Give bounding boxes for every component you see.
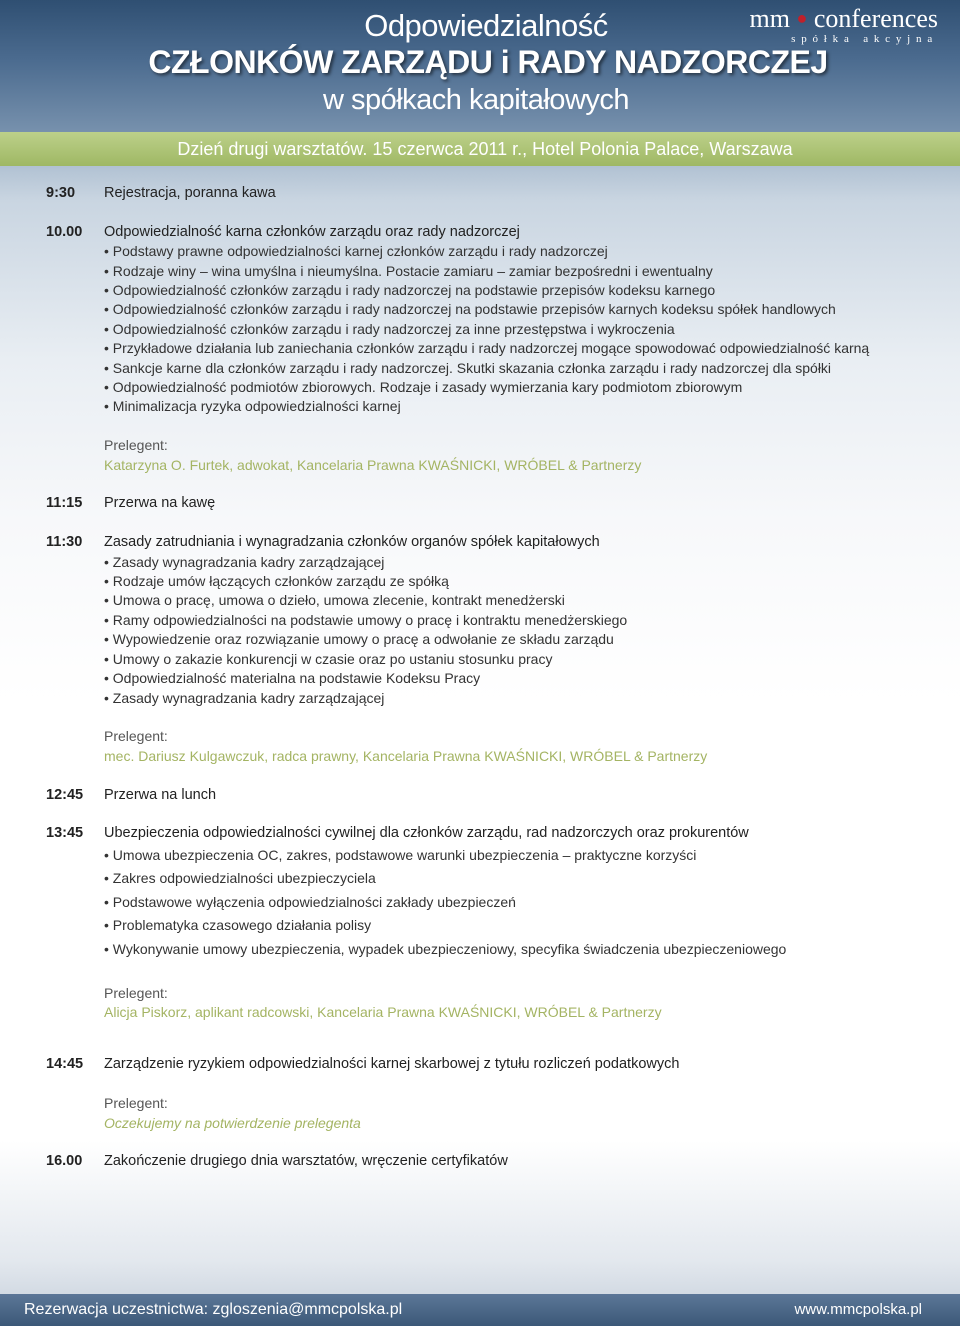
reservation-email-link[interactable]: Rezerwacja uczestnictwa: zgloszenia@mmcpolska.pl — [24, 1301, 403, 1318]
slot-time: 11:15 — [46, 495, 83, 512]
title-line-2: CZŁONKÓW ZARZĄDU i RADY NADZORCZEJ — [148, 44, 828, 80]
slot-bullet: • Umowy o zakazie konkurencji w czasie oraz po ustaniu stosunku pracy — [104, 650, 960, 669]
slot-bullet: • Odpowiedzialność członków zarządu i rady nadzorczej na podstawie przepisów karnych kodeksu spółek handlowych — [104, 300, 960, 319]
slot-content — [104, 533, 960, 766]
slot-bullet: • Podstawy prawne odpowiedzialności karnej członków zarządu i rady nadzorczej — [104, 242, 960, 261]
agenda-slot — [0, 223, 960, 475]
agenda-slot — [0, 184, 960, 203]
slot-bullet: • Odpowiedzialność członków zarządu i rady nadzorczej na podstawie przepisów kodeksu karnego — [104, 281, 960, 300]
slot-content — [104, 1152, 960, 1171]
slot-bullet: • Ramy odpowiedzialności na podstawie umowy o pracę i kontraktu menedżerskiego — [104, 611, 960, 630]
slot-title: Przerwa na lunch — [104, 786, 217, 803]
presenter-name: Katarzyna O. Furtek, adwokat, Kancelaria Prawna KWAŚNICKI, WRÓBEL & Partnerzy — [104, 456, 642, 473]
presenter-label: Prelegent: — [104, 437, 168, 454]
slot-bullet: • Sankcje karne dla członków zarządu i rady nadzorczej. Skutki skazania członka zarządu i rady nadzorczej dla spółki — [104, 359, 960, 378]
header — [0, 0, 960, 132]
slot-content — [104, 494, 960, 513]
agenda-slot — [0, 533, 960, 766]
slot-time: 13:45 — [46, 825, 84, 842]
slot-bullet: • Minimalizacja ryzyka odpowiedzialności karnej — [104, 397, 960, 416]
slot-time: 11:30 — [46, 534, 83, 551]
slot-time: 9:30 — [46, 185, 76, 201]
slot-bullet: • Odpowiedzialność członków zarządu i rady nadzorczej za inne przestępstwa i wykroczenia — [104, 320, 960, 339]
slot-bullet: • Umowa o pracę, umowa o dzieło, umowa zlecenie, kontrakt menedżerski — [104, 591, 960, 610]
slot-content — [104, 786, 960, 805]
brand-subtitle: spółka akcyjna — [791, 33, 938, 45]
agenda-slot — [0, 494, 960, 513]
agenda-slot — [0, 824, 960, 1022]
slot-bullet: • Podstawowe wyłączenia odpowiedzialności zakłady ubezpieczeń — [104, 891, 960, 915]
slot-bullet: • Rodzaje umów łączących członków zarządu ze spółką — [104, 572, 960, 591]
slot-content — [104, 824, 960, 1022]
slot-bullet: • Problematyka czasowego działania polisy — [104, 914, 960, 938]
brand-dot-icon: ● — [796, 8, 808, 28]
brand-wordmark — [750, 4, 938, 33]
presenter-name: Alicja Piskorz, aplikant radcowski, Kancelaria Prawna KWAŚNICKI, WRÓBEL & Partnerzy — [104, 1004, 662, 1021]
slot-time: 10.00 — [46, 223, 83, 240]
slot-bullet: • Wypowiedzenie oraz rozwiązanie umowy o pracę a odwołanie ze składu zarządu — [104, 630, 960, 649]
slot-title: Rejestracja, poranna kawa — [104, 185, 276, 201]
brand-right: conferences — [813, 4, 938, 33]
website-link[interactable]: www.mmcpolska.pl — [794, 1301, 922, 1318]
slot-time: 14:45 — [46, 1056, 84, 1073]
slot-time: 12:45 — [46, 786, 84, 803]
slot-title: Zasady zatrudniania i wynagradzania członków organów spółek kapitałowych — [104, 534, 600, 551]
brand-logo — [750, 4, 938, 45]
agenda-slot — [0, 1152, 960, 1171]
slot-time: 16.00 — [46, 1153, 83, 1170]
slot-bullet: • Rodzaje winy – wina umyślna i nieumyślna. Postacie zamiaru – zamiar bezpośredni i ewentualny — [104, 262, 960, 281]
slot-content — [104, 184, 960, 203]
slot-title: Zakończenie drugiego dnia warsztatów, wręczenie certyfikatów — [104, 1153, 508, 1170]
title-line-3: w spółkach kapitałowych — [322, 84, 630, 116]
slot-bullet: • Zasady wynagradzania kadry zarządzającej — [104, 553, 960, 572]
presenter-name: mec. Dariusz Kulgawczuk, radca prawny, Kancelaria Prawna KWAŚNICKI, WRÓBEL & Partnerzy — [104, 747, 708, 764]
slot-bullet: • Zasady wynagradzania kadry zarządzającej — [104, 689, 960, 708]
day-info-band: Dzień drugi warsztatów. 15 czerwca 2011 r., Hotel Polonia Palace, Warszawa — [0, 132, 960, 166]
slot-title: Odpowiedzialność karna członków zarządu oraz rady nadzorczej — [104, 223, 520, 240]
agenda-slot — [0, 786, 960, 805]
slot-bullet: • Przykładowe działania lub zaniechania członków zarządu i rady nadzorczej mogące spowodować odpowiedzialność karną — [104, 339, 960, 358]
slot-title: Zarządzenie ryzykiem odpowiedzialności karnej skarbowej z tytułu rozliczeń podatkowych — [104, 1056, 680, 1073]
agenda — [0, 184, 960, 1172]
slot-bullet: • Zakres odpowiedzialności ubezpieczyciela — [104, 867, 960, 891]
slot-title: Ubezpieczenia odpowiedzialności cywilnej dla członków zarządu, rad nadzorczych oraz prokurentów — [104, 825, 749, 842]
slot-bullet: • Odpowiedzialność podmiotów zbiorowych. Rodzaje i zasady wymierzania kary podmiotom zbiorowym — [104, 378, 960, 397]
presenter-label: Prelegent: — [104, 984, 168, 1001]
footer — [0, 1294, 960, 1326]
title-line-1: Odpowiedzialność — [364, 8, 608, 43]
slot-bullet: • Odpowiedzialność materialna na podstawie Kodeksu Pracy — [104, 669, 960, 688]
slot-content — [104, 1055, 960, 1133]
agenda-slot — [0, 1055, 960, 1133]
presenter-label: Prelegent: — [104, 1095, 168, 1112]
slot-title: Przerwa na kawę — [104, 495, 216, 512]
presenter-name: Oczekujemy na potwierdzenie prelegenta — [104, 1114, 361, 1131]
presenter-label: Prelegent: — [104, 728, 168, 745]
brand-left: mm — [749, 4, 790, 33]
slot-content — [104, 223, 960, 475]
slot-bullet: • Wykonywanie umowy ubezpieczenia, wypadek ubezpieczeniowy, specyfika świadczenia ubezpieczeniowego — [104, 938, 960, 962]
slot-bullet: • Umowa ubezpieczenia OC, zakres, podstawowe warunki ubezpieczenia – praktyczne korzyści — [104, 844, 960, 868]
